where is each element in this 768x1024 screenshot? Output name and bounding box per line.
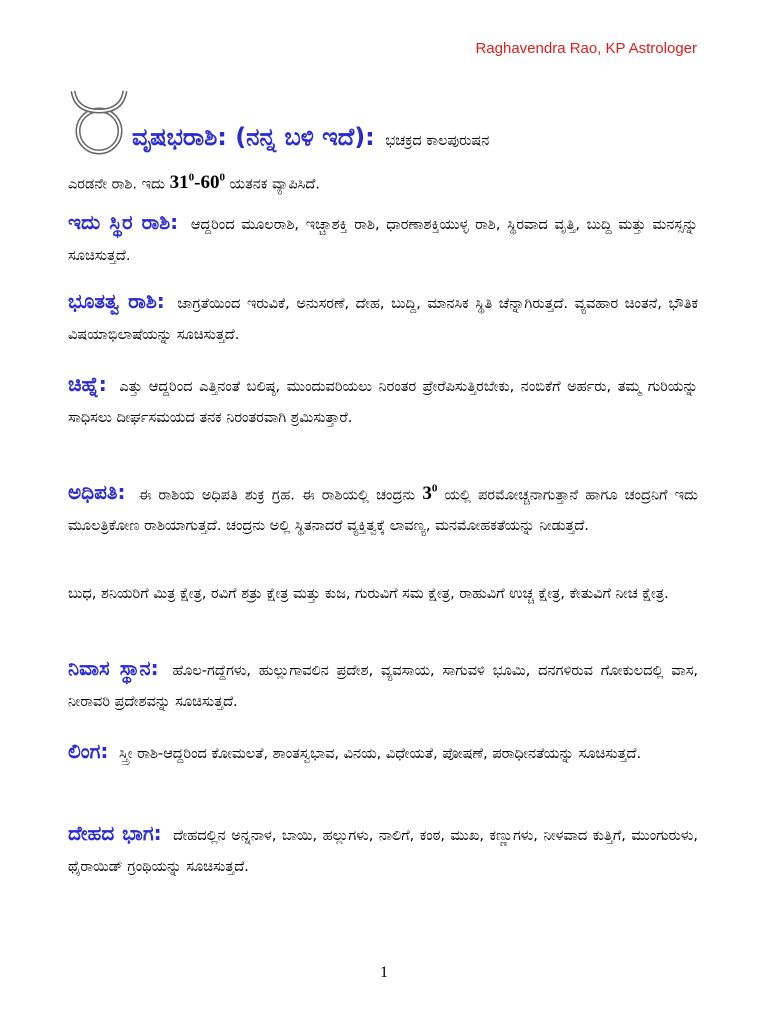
section-heading: ಇದು ಸ್ಥಿರ ರಾಶಿ: [68,210,179,234]
section-fixed-sign [68,207,698,272]
section-text: ಆದ್ದರಿಂದ ಮೂಲರಾಶಿ, ಇಚ್ಚಾಶಕ್ತಿ ರಾಶಿ, ಧಾರಣಾಶಕ್ತಿಯುಳ್ಳ ರಾಶಿ, ಸ್ಥಿರವಾದ ವೃತ್ತಿ, ಬುದ್ದಿ ಮತ್ತು ಮನಸ್ಸನ್ನು ಸೂಚಿಸುತ್ತದೆ. [68,217,698,264]
degree-sep: - [194,172,201,194]
degree-sup: 0 [219,172,225,184]
section-text: ಎರಡನೇ ರಾಶಿ. ಇದು [68,176,165,193]
degree-from: 31 [169,172,189,194]
section-heading: ವೃಷಭರಾಶಿ: (ನನ್ನ ಬಳಿ ಇದೆ): [132,123,375,151]
page-header: Raghavendra Rao, KP Astrologer [475,40,697,57]
section-text: ಈ ರಾಶಿಯ ಅಧಿಪತಿ ಶುಕ್ರ ಗ್ರಹ. ಈ ರಾಶಿಯಲ್ಲಿ ಚಂದ್ರನು [138,487,416,504]
section-residence [68,653,698,718]
section-body-parts [68,818,698,883]
section-text: ಎತ್ತು ಆದ್ದರಿಂದ ಎತ್ತಿನಂತೆ ಬಲಿಷ್ಠ, ಮುಂದುವರಿಯಲು ನಿರಂತರ ಪ್ರೇರೆಪಿಸುತ್ತಿರಬೇಕು, ನಂಬಿಕೆಗೆ ಅರ್ಹರು, ತಮ್ಮ ಗುರಿಯನ್ನು ಸಾಧಿಸಲು ದೀರ್ಘಸಮಯದ ತನಕ ನಿರಂತರವಾಗಿ ಶ್ರಮಿಸುತ್ತಾರೆ. [68,379,698,426]
degree-number: 3 [422,483,432,505]
degree-to: 60 [200,172,220,194]
section-text: ಭಚಕ್ರದ ಕಾಲಪುರುಷನ [385,133,490,149]
section-vrishabha-line2 [68,163,698,200]
section-text: ಸ್ತ್ರೀ ರಾಶಿ-ಆದ್ದರಿಂದ ಕೋಮಲತೆ, ಶಾಂತಸ್ವಭಾವ, ವಿನಯ, ವಿಧೇಯತೆ, ಪೋಷಣೆ, ಪರಾಧೀನತೆಯನ್ನು ಸೂಚಿಸುತ್ತದೆ. [119,746,642,762]
degree-value [422,483,437,504]
section-text: ದೇಹದಲ್ಲಿನ ಅನ್ನನಾಳ, ಬಾಯಿ, ಹಲ್ಲುಗಳು, ನಾಲಿಗೆ, ಕಂಠ, ಮುಖ, ಕಣ್ಣುಗಳು, ನೀಳವಾದ ಕುತ್ತಿಗೆ, ಮುಂಗುರುಳು, ಥೈರಾಯಿಡ್ ಗ್ರಂಥಿಯನ್ನು ಸೂಚಿಸುತ್ತದೆ. [68,828,699,875]
section-heading: ನಿವಾಸ ಸ್ಥಾನ: [68,656,159,680]
section-vrishabha [132,122,698,157]
section-text: ಯತನಕ ವ್ಯಾಪಿಸಿದೆ. [229,176,320,193]
taurus-symbol-icon [68,85,130,157]
section-gender [68,736,698,770]
section-text: ಹೊಲ-ಗದ್ದೆಗಳು, ಹುಲ್ಲುಗಾವಲಿನ ಪ್ರದೇಶ, ವ್ಯವಸಾಯ, ಸಾಗುವಳಿ ಭೂಮಿ, ದನಗಳಿರುವ ಗೋಕುಲದಲ್ಲಿ ವಾಸ, ನೀರಾವರಿ ಪ್ರದೇಶವನ್ನು ಸೂಚಿಸುತ್ತದೆ. [68,663,699,710]
section-symbol [68,369,698,434]
degree-range [170,172,225,193]
section-lord [68,474,698,542]
page-number: 1 [380,964,388,981]
section-text: ಯಲ್ಲಿ ಪರಮೋಚ್ಚನಾಗುತ್ತಾನೆ ಹಾಗೂ ಚಂದ್ರನಿಗೆ ಇದು ಮೂಲತ್ರಿಕೋಣ ರಾಶಿಯಾಗುತ್ತದೆ. ಚಂದ್ರನು ಅಲ್ಲಿ ಸ್ಥಿತನಾದರೆ ವ್ಯಕ್ತಿತ್ವಕ್ಕೆ ಲಾವಣ್ಯ, ಮನಮೋಹಕತೆಯನ್ನು ನೀಡುತ್ತದೆ. [68,487,698,535]
degree-sup: 0 [431,483,438,495]
section-planet-relations [68,579,698,610]
section-heading: ಅಧಿಪತಿ: [68,480,126,505]
section-text: ಬುಧ, ಶನಿಯರಿಗೆ ಮಿತ್ರ ಕ್ಷೇತ್ರ, ರವಿಗೆ ಶತ್ರು ಕ್ಷೇತ್ರ ಮತ್ತು ಕುಜ, ಗುರುವಿಗೆ ಸಮ ಕ್ಷೇತ್ರ, ರಾಹುವಿಗೆ ಉಚ್ಚ ಕ್ಷೇತ್ರ, ಕೇತುವಿಗೆ ನೀಚ ಕ್ಷೇತ್ರ. [68,586,669,602]
degree-sup: 0 [188,172,195,184]
section-heading: ಲಿಂಗ: [68,739,109,763]
section-text: ಜಾಗ್ರತೆಯಿಂದ ಇರುವಿಕೆ, ಅನುಸರಣೆ, ದೇಹ, ಬುದ್ದಿ, ಮಾನಸಿಕ ಸ್ಥಿತಿ ಚೆನ್ನಾಗಿರುತ್ತದೆ. ವ್ಯವಹಾರ ಚಿಂತನೆ, ಭೌತಿಕ ವಿಷಯಾಭಿಲಾಷೆಯನ್ನು ಸೂಚಿಸುತ್ತದೆ. [68,296,699,343]
section-earth-sign [68,286,698,351]
section-heading: ಚಿಹ್ನೆ: [68,372,107,396]
section-heading: ಭೂತತ್ವ ರಾಶಿ: [68,289,165,313]
section-heading: ದೇಹದ ಭಾಗ: [68,821,162,845]
